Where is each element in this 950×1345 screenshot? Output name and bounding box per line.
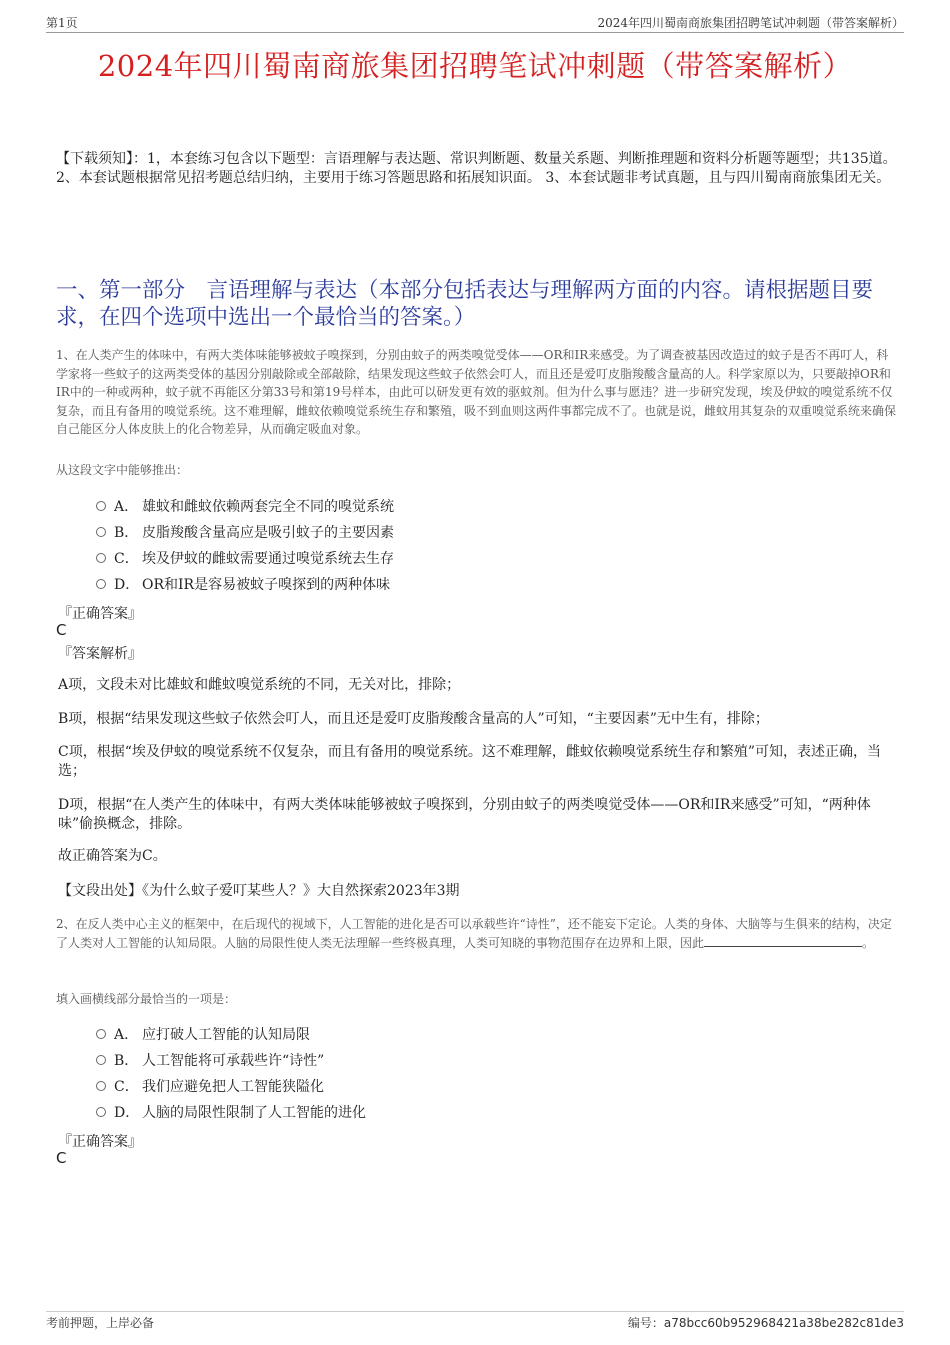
header-divider [46,32,904,33]
q1-answer: C [56,621,67,639]
q1-option-a[interactable]: A． 雄蚊和雌蚊依赖两套完全不同的嗅觉系统 [96,496,394,516]
footer-divider [46,1311,904,1312]
q1-analysis-a: A项，文段未对比雄蚊和雌蚊嗅觉系统的不同，无关对比，排除； [58,677,461,693]
question-1-text: 1、在人类产生的体味中，有两大类体味能够被蚊子嗅探到，分别由蚊子的两类嗅觉受体——OR和IR来感受。为了调查被基因改造过的蚊子是否不再叮人，科学家将一些蚊子的这两类受体的基因分别敲除或全部敲除，结果发现这些蚊子依然会叮人，而且还是爱叮皮脂羧酸含量高的人。科学家原以为，只要敲掉OR和IR中的一种或两种，蚊子就不再能区分第33号和第19号样本，由此可以研发更有效的驱蚊剂。但为什么事与愿违？进一步研究发现，埃及伊蚊的嗅觉系统不仅复杂，而且有备用的嗅觉系统。这不难理解，雌蚊依赖嗅觉系统生存和繁殖，吸不到血则这两件事都完成不了。也就是说，雌蚊用其复杂的双重嗅觉系统来确保自己能区分人体皮肤上的化合物差异，从而确定吸血对象。 [56,348,897,436]
radio-icon[interactable] [96,527,106,537]
question-2-prompt: 填入画横线部分最恰当的一项是： [56,992,237,1006]
radio-icon[interactable] [96,1107,106,1117]
q2-option-a[interactable]: A． 应打破人工智能的认知局限 [96,1024,310,1044]
radio-icon[interactable] [96,501,106,511]
q1-analysis-conclusion: 故正确答案为C。 [58,848,167,864]
page-header [46,14,904,32]
fill-in-blank [704,934,862,947]
footer-slogan: 考前押题，上岸必备 [46,1316,155,1330]
page-number: 第1页 [46,16,78,30]
footer-code: 编号：a78bcc60b952968421a38be282c81de3 [627,1316,904,1330]
q1-analysis-label: 『答案解析』 [58,646,142,662]
radio-icon[interactable] [96,553,106,563]
q1-option-d[interactable]: D． OR和IR是容易被蚊子嗅探到的两种体味 [96,574,390,594]
q1-analysis-c: C项，根据“埃及伊蚊的嗅觉系统不仅复杂，而且有备用的嗅觉系统。这不难理解，雌蚊依赖嗅觉系统生存和繁殖”可知，表述正确，当选； [58,744,882,779]
radio-icon[interactable] [96,1081,106,1091]
radio-icon[interactable] [96,1055,106,1065]
document-title: 2024年四川蜀南商旅集团招聘笔试冲刺题（带答案解析） [97,49,853,83]
q2-answer-label: 『正确答案』 [58,1134,142,1150]
question-2-text: 2、在反人类中心主义的框架中，在后现代的视域下，人工智能的进化是否可以承载些许“诗性”，还不能妄下定论。人类的身体、大脑等与生俱来的结构，决定了人类对人工智能的认知局限。人脑的局限性使人类无法理解一些终极真理，人类可知晓的事物范围存在边界和上限，因此 。 [56,917,892,950]
radio-icon[interactable] [96,1029,106,1039]
q1-answer-label: 『正确答案』 [58,606,142,622]
q2-option-c[interactable]: C． 我们应避免把人工智能狭隘化 [96,1076,324,1096]
download-notice: 【下载须知】：1，本套练习包含以下题型：言语理解与表达题、常识判断题、数量关系题、判断推理题和资料分析题等题型；共135道。 2、本套试题根据常见招考题总结归纳，主要用于练习答题思路和拓展知识面。 3、本套试题非考试真题，且与四川蜀南商旅集团无关。 [56,151,897,186]
radio-icon[interactable] [96,579,106,589]
question-1-prompt: 从这段文字中能够推出： [56,463,189,477]
q1-analysis-b: B项，根据“结果发现这些蚊子依然会叮人，而且还是爱叮皮脂羧酸含量高的人”可知，“主要因素”无中生有，排除； [58,711,769,727]
section-heading: 一、第一部分 言语理解与表达（本部分包括表达与理解两方面的内容。请根据题目要求，在四个选项中选出一个最恰当的答案。） [56,278,874,330]
q2-option-b[interactable]: B． 人工智能将可承载些许“诗性” [96,1050,324,1070]
q1-option-b[interactable]: B． 皮脂羧酸含量高应是吸引蚊子的主要因素 [96,522,394,542]
q2-option-d[interactable]: D． 人脑的局限性限制了人工智能的进化 [96,1102,366,1122]
q1-analysis-d: D项，根据“在人类产生的体味中，有两大类体味能够被蚊子嗅探到，分别由蚊子的两类嗅觉受体——OR和IR来感受”可知，“两种体味”偷换概念，排除。 [58,797,871,832]
q2-answer: C [56,1149,67,1167]
header-doc-title: 2024年四川蜀南商旅集团招聘笔试冲刺题（带答案解析） [597,16,904,30]
q1-source: 【文段出处】《为什么蚊子爱叮某些人？》大自然探索2023年3期 [58,883,460,899]
q1-option-c[interactable]: C． 埃及伊蚊的雌蚊需要通过嗅觉系统去生存 [96,548,394,568]
